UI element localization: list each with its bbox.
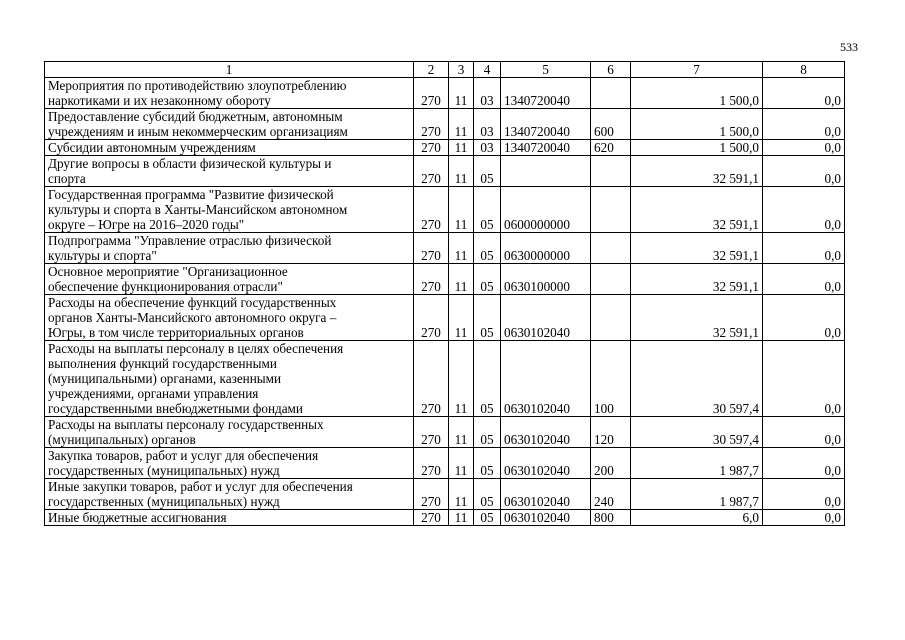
- cell-target-article: 0630102040: [501, 448, 591, 479]
- table-row: [45, 417, 845, 448]
- column-header: 3: [449, 62, 474, 78]
- cell-name-line: органов Ханты-Мансийского автономного округа –: [48, 310, 337, 325]
- cell-admin-code: 270: [414, 140, 449, 156]
- cell-admin-code: 270: [414, 156, 449, 187]
- cell-name-line: Закупка товаров, работ и услуг для обеспечения: [48, 448, 319, 463]
- cell-section: 11: [449, 341, 474, 417]
- cell-name-line: Расходы на выплаты персоналу в целях обеспечения: [48, 341, 344, 356]
- cell-expense-type: 100: [591, 341, 631, 417]
- cell-name-line: Государственная программа "Развитие физической: [48, 187, 334, 202]
- cell-amount: 6,0: [631, 510, 763, 526]
- cell-expense-type: 120: [591, 417, 631, 448]
- cell-subsection: 03: [474, 78, 501, 109]
- column-header: 6: [591, 62, 631, 78]
- cell-amount: 32 591,1: [631, 264, 763, 295]
- cell-name-line: Субсидии автономным учреждениям: [48, 140, 256, 155]
- cell-admin-code: 270: [414, 479, 449, 510]
- cell-name: [45, 295, 414, 341]
- cell-name: [45, 341, 414, 417]
- cell-target-article: 0630102040: [501, 295, 591, 341]
- cell-name: [45, 140, 414, 156]
- cell-amount-2: 0,0: [763, 295, 845, 341]
- cell-section: 11: [449, 510, 474, 526]
- cell-target-article: 1340720040: [501, 109, 591, 140]
- column-header: 8: [763, 62, 845, 78]
- table-row: [45, 510, 845, 526]
- cell-name-line: культуры и спорта": [48, 248, 157, 263]
- cell-name-line: Расходы на обеспечение функций государственных: [48, 295, 337, 310]
- cell-expense-type: [591, 233, 631, 264]
- cell-name-line: выполнения функций государственными: [48, 356, 277, 371]
- cell-amount: 32 591,1: [631, 187, 763, 233]
- table-row: [45, 109, 845, 140]
- cell-expense-type: [591, 78, 631, 109]
- cell-name-line: Расходы на выплаты персоналу государственных: [48, 417, 324, 432]
- cell-target-article: [501, 156, 591, 187]
- table-row: [45, 78, 845, 109]
- cell-name-line: Иные закупки товаров, работ и услуг для обеспечения: [48, 479, 353, 494]
- cell-amount-2: 0,0: [763, 264, 845, 295]
- cell-name-line: (муниципальных) органов: [48, 432, 196, 447]
- cell-section: 11: [449, 140, 474, 156]
- cell-amount-2: 0,0: [763, 479, 845, 510]
- cell-name-line: Предоставление субсидий бюджетным, автономным: [48, 109, 343, 124]
- cell-name-line: наркотиками и их незаконному обороту: [48, 93, 271, 108]
- cell-amount-2: 0,0: [763, 510, 845, 526]
- column-header: 1: [45, 62, 414, 78]
- cell-subsection: 05: [474, 417, 501, 448]
- cell-amount-2: 0,0: [763, 140, 845, 156]
- cell-expense-type: 240: [591, 479, 631, 510]
- cell-admin-code: 270: [414, 341, 449, 417]
- cell-target-article: 0630100000: [501, 264, 591, 295]
- cell-name: [45, 78, 414, 109]
- table-row: [45, 448, 845, 479]
- cell-amount-2: 0,0: [763, 109, 845, 140]
- cell-subsection: 05: [474, 264, 501, 295]
- column-header: 7: [631, 62, 763, 78]
- cell-name-line: Другие вопросы в области физической культуры и: [48, 156, 332, 171]
- cell-expense-type: [591, 295, 631, 341]
- cell-subsection: 03: [474, 140, 501, 156]
- cell-amount: 30 597,4: [631, 417, 763, 448]
- cell-amount: 1 500,0: [631, 109, 763, 140]
- cell-amount-2: 0,0: [763, 417, 845, 448]
- cell-amount: 1 987,7: [631, 448, 763, 479]
- cell-amount: 1 500,0: [631, 78, 763, 109]
- cell-section: 11: [449, 233, 474, 264]
- cell-subsection: 05: [474, 233, 501, 264]
- cell-target-article: 0630102040: [501, 417, 591, 448]
- cell-target-article: 0630000000: [501, 233, 591, 264]
- cell-expense-type: [591, 156, 631, 187]
- cell-admin-code: 270: [414, 78, 449, 109]
- cell-section: 11: [449, 295, 474, 341]
- cell-subsection: 05: [474, 510, 501, 526]
- cell-expense-type: [591, 187, 631, 233]
- cell-name-line: учреждениями, органами управления: [48, 386, 259, 401]
- cell-name-line: государственных (муниципальных) нужд: [48, 463, 280, 478]
- cell-name-line: обеспечение функционирования отрасли": [48, 279, 283, 294]
- cell-section: 11: [449, 264, 474, 295]
- cell-name: [45, 448, 414, 479]
- page-number: 533: [840, 40, 858, 54]
- cell-section: 11: [449, 187, 474, 233]
- cell-name: [45, 417, 414, 448]
- cell-amount-2: 0,0: [763, 448, 845, 479]
- cell-name-line: спорта: [48, 171, 86, 186]
- header-row: [45, 62, 845, 78]
- cell-name: [45, 510, 414, 526]
- cell-amount-2: 0,0: [763, 341, 845, 417]
- table-row: [45, 341, 845, 417]
- column-header: 5: [501, 62, 591, 78]
- cell-admin-code: 270: [414, 417, 449, 448]
- cell-amount: 30 597,4: [631, 341, 763, 417]
- cell-subsection: 05: [474, 479, 501, 510]
- cell-name-line: Основное мероприятие "Организационное: [48, 264, 288, 279]
- cell-section: 11: [449, 78, 474, 109]
- cell-amount-2: 0,0: [763, 156, 845, 187]
- cell-expense-type: 620: [591, 140, 631, 156]
- cell-target-article: 0630102040: [501, 479, 591, 510]
- table-row: [45, 140, 845, 156]
- table-row: [45, 479, 845, 510]
- cell-section: 11: [449, 109, 474, 140]
- cell-subsection: 05: [474, 341, 501, 417]
- cell-amount: 32 591,1: [631, 295, 763, 341]
- cell-target-article: 1340720040: [501, 140, 591, 156]
- table-row: [45, 156, 845, 187]
- cell-target-article: 0630102040: [501, 510, 591, 526]
- cell-admin-code: 270: [414, 448, 449, 479]
- table-row: [45, 295, 845, 341]
- table-row: [45, 264, 845, 295]
- cell-subsection: 03: [474, 109, 501, 140]
- cell-expense-type: 200: [591, 448, 631, 479]
- cell-subsection: 05: [474, 295, 501, 341]
- cell-admin-code: 270: [414, 510, 449, 526]
- cell-subsection: 05: [474, 448, 501, 479]
- cell-name-line: округе – Югре на 2016–2020 годы": [48, 217, 245, 232]
- cell-target-article: 0600000000: [501, 187, 591, 233]
- cell-name-line: (муниципальными) органами, казенными: [48, 371, 282, 386]
- cell-subsection: 05: [474, 156, 501, 187]
- cell-name-line: государственными внебюджетными фондами: [48, 401, 303, 416]
- column-header: 2: [414, 62, 449, 78]
- cell-amount: 32 591,1: [631, 233, 763, 264]
- table-row: [45, 187, 845, 233]
- cell-expense-type: 600: [591, 109, 631, 140]
- cell-name: [45, 479, 414, 510]
- cell-admin-code: 270: [414, 264, 449, 295]
- cell-subsection: 05: [474, 187, 501, 233]
- cell-amount-2: 0,0: [763, 187, 845, 233]
- cell-target-article: 0630102040: [501, 341, 591, 417]
- cell-name-line: Иные бюджетные ассигнования: [48, 510, 227, 525]
- cell-amount-2: 0,0: [763, 233, 845, 264]
- cell-name: [45, 109, 414, 140]
- cell-name: [45, 156, 414, 187]
- cell-section: 11: [449, 479, 474, 510]
- cell-name-line: Подпрограмма "Управление отраслью физической: [48, 233, 332, 248]
- cell-name-line: государственных (муниципальных) нужд: [48, 494, 280, 509]
- cell-amount: 1 987,7: [631, 479, 763, 510]
- cell-amount-2: 0,0: [763, 78, 845, 109]
- cell-amount: 1 500,0: [631, 140, 763, 156]
- cell-admin-code: 270: [414, 233, 449, 264]
- cell-expense-type: [591, 264, 631, 295]
- column-header: 4: [474, 62, 501, 78]
- cell-admin-code: 270: [414, 109, 449, 140]
- cell-section: 11: [449, 156, 474, 187]
- cell-name-line: культуры и спорта в Ханты-Мансийском автономном: [48, 202, 348, 217]
- cell-name: [45, 233, 414, 264]
- cell-amount: 32 591,1: [631, 156, 763, 187]
- cell-name-line: Югры, в том числе территориальных органов: [48, 325, 304, 340]
- cell-target-article: 1340720040: [501, 78, 591, 109]
- cell-admin-code: 270: [414, 187, 449, 233]
- cell-expense-type: 800: [591, 510, 631, 526]
- cell-name-line: Мероприятия по противодействию злоупотреблению: [48, 78, 347, 93]
- cell-section: 11: [449, 417, 474, 448]
- table-row: [45, 233, 845, 264]
- cell-section: 11: [449, 448, 474, 479]
- cell-name: [45, 264, 414, 295]
- cell-name-line: учреждениям и иным некоммерческим организациям: [48, 124, 348, 139]
- budget-table: [44, 61, 845, 526]
- cell-admin-code: 270: [414, 295, 449, 341]
- cell-name: [45, 187, 414, 233]
